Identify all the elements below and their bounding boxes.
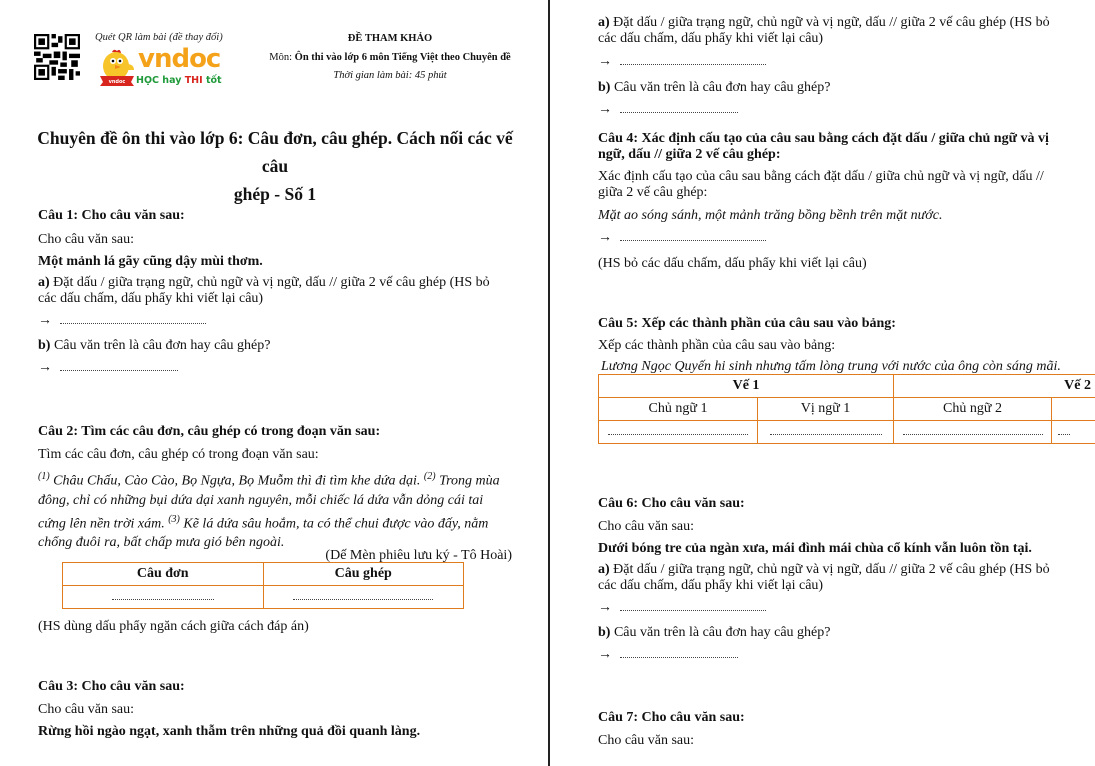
time-limit: Thời gian làm bài: 45 phút — [333, 70, 447, 81]
q5-sentence: Lương Ngọc Quyến hi sinh nhưng tấm lòng trung với nước của ông còn sáng mãi. — [601, 359, 1061, 374]
page-divider — [548, 0, 550, 766]
svg-text:vndoc: vndoc — [108, 79, 126, 85]
table-header-chu-ngu-2: Chủ ngữ 2 — [894, 398, 1052, 421]
q2-passage: $^{(1)}$ Châu Chấu, Cào Cào, Bọ Ngựa, Bọ Muỗm thì đi tìm khe dứa dại. $^{(2)}$ Trong mùa đông, chỉ có những bụi dứa dại xanh nguyên, mỗi chiếc lá dứa vẫn dỏng cái tai cứng lên nền trời xám. $^{(3)}$ Kẽ lá dứa sâu hoắm, ta có thể chui được vào đấy, nằm chổng đuôi ra, bất chấp mưa gió bên ngoài. — [38, 471, 500, 551]
q6-answer-a[interactable] — [598, 600, 766, 616]
arrow-icon: → — [598, 600, 612, 615]
vndoc-logo[interactable] — [98, 44, 228, 88]
q3-answer-a[interactable] — [598, 54, 766, 70]
q6-answer-b[interactable] — [598, 647, 738, 663]
q5-answer-table — [598, 374, 1095, 444]
q1-answer-b[interactable] — [38, 360, 178, 376]
q2-heading: Câu 2: Tìm các câu đơn, câu ghép có trong đoạn văn sau: — [38, 424, 381, 439]
q3-answer-b[interactable] — [598, 102, 738, 118]
table-header-ve-1: Vế 1 — [599, 375, 894, 398]
table-header-cau-don: Câu đơn — [63, 563, 264, 586]
q5-heading: Câu 5: Xếp các thành phần của câu sau vào bảng: — [598, 316, 896, 331]
q3-intro: Cho câu văn sau: — [38, 702, 135, 717]
table-header-vi-ngu-2 — [1052, 398, 1095, 421]
table-cell-input[interactable] — [599, 421, 758, 444]
q1-answer-a[interactable] — [38, 313, 206, 329]
arrow-icon: → — [598, 102, 612, 117]
q4-answer[interactable] — [598, 230, 766, 246]
q1-part-a: a) Đặt dấu / giữa trạng ngữ, chủ ngữ và vị ngữ, dấu // giữa 2 vế câu ghép (HS bỏ các dấu chấm, dấu phẩy khi viết lại câu) — [38, 275, 490, 306]
q7-intro: Cho câu văn sau: — [598, 733, 695, 748]
table-cell-input[interactable] — [263, 586, 464, 609]
q1-intro: Cho câu văn sau: — [38, 232, 135, 247]
q6-part-b: b) Câu văn trên là câu đơn hay câu ghép? — [598, 625, 831, 640]
q6-heading: Câu 6: Cho câu văn sau: — [598, 496, 745, 511]
arrow-icon: → — [598, 54, 612, 69]
q4-sentence: Mặt ao sóng sánh, một mảnh trăng bồng bềnh trên mặt nước. — [598, 208, 943, 223]
q7-heading: Câu 7: Cho câu văn sau: — [598, 710, 745, 725]
table-cell-input[interactable] — [1052, 421, 1095, 444]
q2-source: (Dế Mèn phiêu lưu ký - Tô Hoài) — [325, 548, 512, 563]
logo-wordmark: vndoc — [138, 44, 221, 74]
logo-tagline: HỌC hay THI tốt — [136, 75, 222, 86]
qr-code-icon[interactable] — [34, 34, 80, 80]
q4-intro: Xác định cấu tạo của câu sau bằng cách đặt dấu / giữa chủ ngữ và vị ngữ, dấu // giữa 2 vế câu ghép: — [598, 169, 1044, 200]
q6-intro: Cho câu văn sau: — [598, 519, 695, 534]
chicken-mascot-icon — [98, 48, 136, 88]
q2-answer-table — [62, 562, 464, 609]
subject-line: Môn: Ôn thi vào lớp 6 môn Tiếng Việt theo Chuyên đề — [269, 52, 511, 63]
q2-intro: Tìm các câu đơn, câu ghép có trong đoạn văn sau: — [38, 447, 319, 462]
q6-part-a: a) Đặt dấu / giữa trạng ngữ, chủ ngữ và vị ngữ, dấu // giữa 2 vế câu ghép (HS bỏ các dấu chấm, dấu phẩy khi viết lại câu) — [598, 562, 1050, 593]
q3-sentence: Rừng hồi ngào ngạt, xanh thẫm trên những quả đồi quanh làng. — [38, 724, 421, 739]
qr-caption: Quét QR làm bài (đề thay đổi) — [95, 32, 223, 43]
table-cell-input[interactable] — [894, 421, 1052, 444]
table-cell-input[interactable] — [758, 421, 894, 444]
doc-type-label: ĐỀ THAM KHẢO — [347, 33, 433, 44]
table-header-cau-ghep: Câu ghép — [263, 563, 464, 586]
page-title: Chuyên đề ôn thi vào lớp 6: Câu đơn, câu ghép. Cách nối các vế câu ghép - Số 1 — [37, 128, 513, 204]
q1-part-b: b) Câu văn trên là câu đơn hay câu ghép? — [38, 338, 271, 353]
q4-note: (HS bỏ các dấu chấm, dấu phẩy khi viết lại câu) — [598, 256, 867, 271]
table-header-ve-2: Vế 2 — [894, 375, 1095, 398]
q1-sentence: Một mảnh lá gãy cũng dậy mùi thơm. — [38, 254, 263, 269]
q4-heading: Câu 4: Xác định cấu tạo của câu sau bằng cách đặt dấu / giữa chủ ngữ và vị ngữ, dấu // giữa 2 vế câu ghép: — [598, 131, 1049, 162]
table-header-vi-ngu-1: Vị ngữ 1 — [758, 398, 894, 421]
q3-heading: Câu 3: Cho câu văn sau: — [38, 679, 185, 694]
q3-part-b: b) Câu văn trên là câu đơn hay câu ghép? — [598, 80, 831, 95]
q3-part-a: a) Đặt dấu / giữa trạng ngữ, chủ ngữ và vị ngữ, dấu // giữa 2 vế câu ghép (HS bỏ các dấu chấm, dấu phẩy khi viết lại câu) — [598, 15, 1050, 46]
q5-intro: Xếp các thành phần của câu sau vào bảng: — [598, 338, 836, 353]
arrow-icon: → — [598, 647, 612, 662]
table-cell-input[interactable] — [63, 586, 264, 609]
document-page-right — [551, 0, 1095, 766]
q1-heading: Câu 1: Cho câu văn sau: — [38, 208, 185, 223]
table-header-chu-ngu-1: Chủ ngữ 1 — [599, 398, 758, 421]
q2-note: (HS dùng dấu phẩy ngăn cách giữa cách đáp án) — [38, 619, 309, 634]
q6-sentence: Dưới bóng tre của ngàn xưa, mái đình mái chùa cổ kính vẫn luôn tồn tại. — [598, 541, 1032, 556]
arrow-icon: → — [38, 313, 52, 328]
arrow-icon: → — [598, 230, 612, 245]
arrow-icon: → — [38, 360, 52, 375]
